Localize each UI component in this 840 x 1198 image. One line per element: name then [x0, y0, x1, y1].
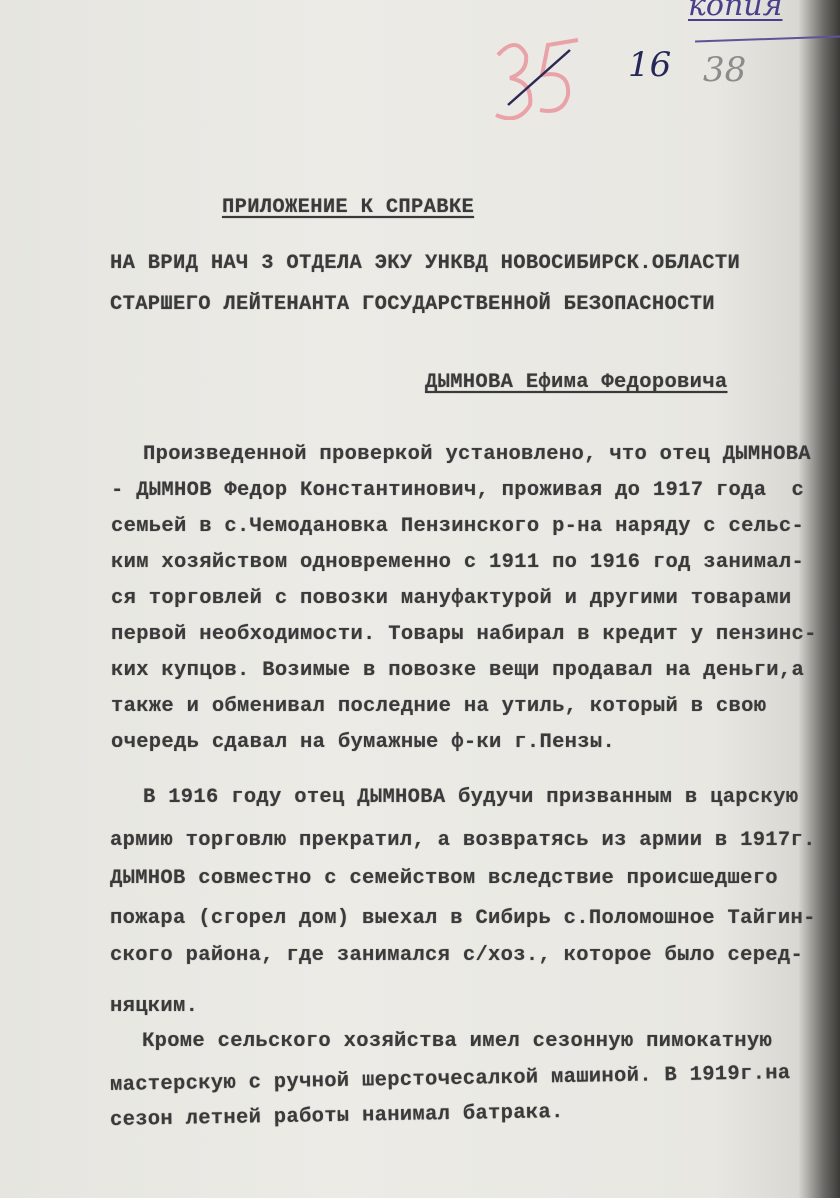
body-line: Кроме сельского хозяйства имел сезонную пимокатную [142, 1030, 773, 1053]
body-line: сезон летней работы нанимал батрака. [109, 1101, 564, 1132]
red-page-number [478, 20, 588, 120]
body-line: мастерскую с ручной шерсточесалкой машиной. В 1919г.на [109, 1062, 791, 1097]
body-line: семьей в с.Чемодановка Пензинского р-на наряду с сельс- [111, 515, 805, 538]
body-line: В 1916 году отец ДЫМНОВА будучи призванным в царскую [143, 786, 799, 809]
copy-mark: копия [688, 0, 783, 23]
body-line: первой необходимости. Товары набирал в кредит у пензинс- [111, 623, 817, 646]
header-line-1: НА ВРИД НАЧ 3 ОТДЕЛА ЭКУ УНКВД НОВОСИБИРСК.ОБЛАСТИ [110, 252, 741, 275]
gray-page-number: 38 [703, 50, 747, 90]
body-line: очередь сдавал на бумажные ф-ки г.Пензы. [111, 731, 616, 754]
body-line: Произведенной проверкой установлено, что отец ДЫМНОВА [143, 443, 811, 466]
document-title: ПРИЛОЖЕНИЕ К СПРАВКЕ [222, 196, 475, 219]
body-line: - ДЫМНОВ Федор Константинович, проживая до 1917 года с [111, 479, 805, 502]
body-line: няцким. [110, 995, 199, 1018]
body-line: ДЫМНОВ совместно с семейством вследствие происшедшего [110, 867, 778, 890]
header-line-2: СТАРШЕГО ЛЕЙТЕНАНТА ГОСУДАРСТВЕННОЙ БЕЗОПАСНОСТИ [110, 293, 715, 316]
body-line: ся торговлей с повозки мануфактурой и другими товарами [111, 587, 792, 610]
body-line: ких купцов. Возимые в повозке вещи продавал на деньги,а [111, 659, 805, 682]
body-line: пожара (сгорел дом) выехал в Сибирь с.Поломошное Тайгин- [110, 907, 816, 930]
subject-name: ДЫМНОВА Ефима Федоровича [425, 371, 728, 394]
annotation-underline [695, 35, 840, 42]
body-line: армию торговлю прекратил, а возвратясь из армии в 1917г. [110, 829, 816, 852]
body-line: также и обменивал последние на утиль, который в свою [111, 695, 767, 718]
blue-page-number: 16 [628, 45, 672, 85]
body-line: ского района, где занимался с/хоз., которое было серед- [110, 944, 804, 967]
body-line: ким хозяйством одновременно с 1911 по 1916 год занимал- [111, 551, 805, 574]
